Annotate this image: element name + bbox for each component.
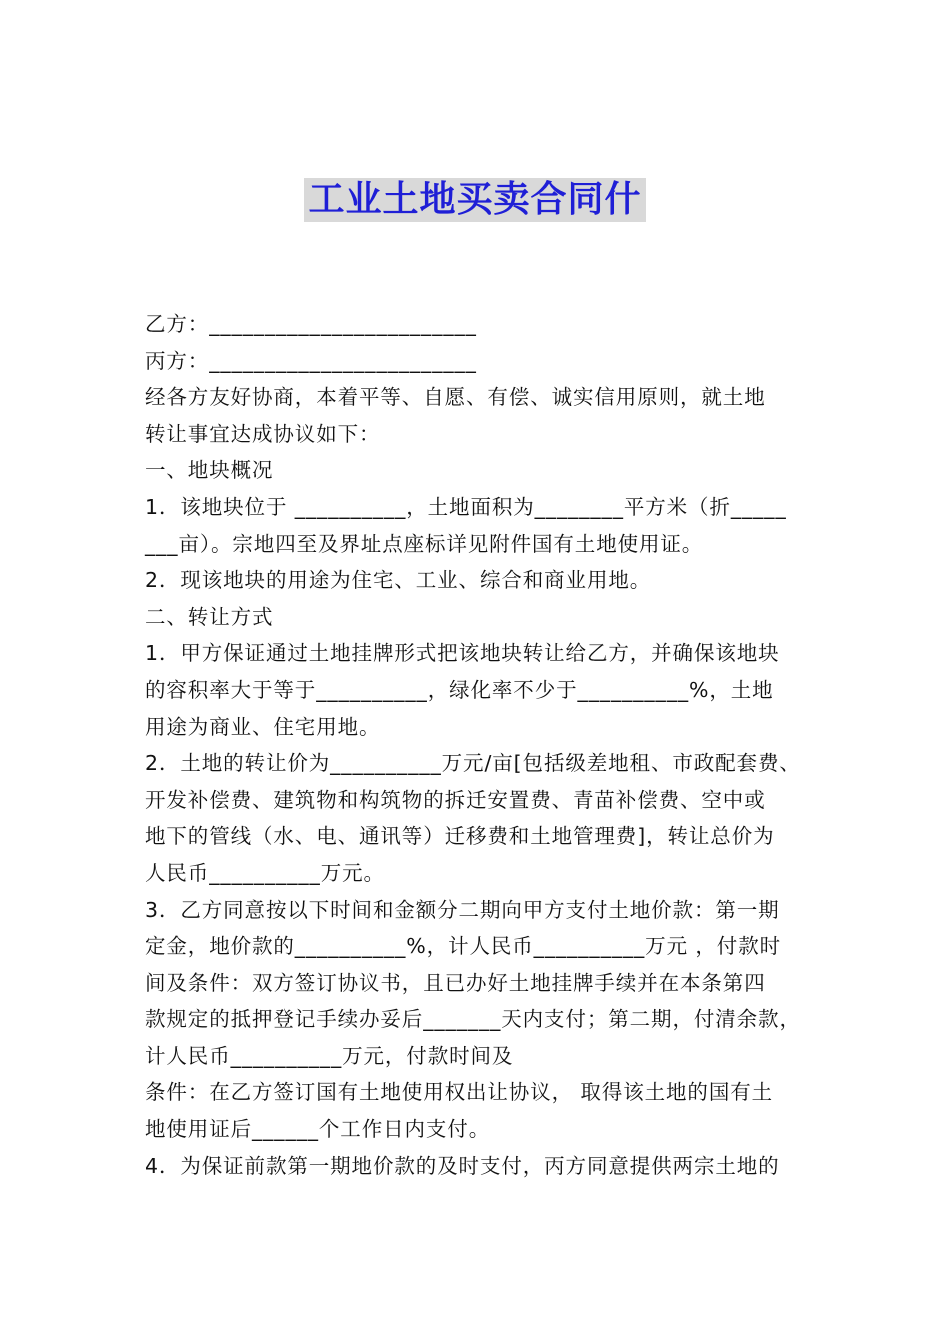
clause-line: 1．甲方保证通过土地挂牌形式把该地块转让给乙方，并确保该地块: [145, 641, 780, 666]
preamble-line: 经各方友好协商，本着平等、自愿、有偿、诚实信用原则，就土地: [145, 385, 766, 410]
clause-line: 用途为商业、住宅用地。: [145, 714, 381, 739]
clause-line: 条件：在乙方签订国有土地使用权出让协议， 取得该土地的国有土: [145, 1080, 774, 1105]
clause-line: ___亩）。宗地四至及界址点座标详见附件国有土地使用证。: [145, 531, 704, 556]
clause-line: 4．为保证前款第一期地价款的及时支付，丙方同意提供两宗土地的: [145, 1153, 780, 1178]
party-b-line: 乙方：________________________: [145, 312, 477, 336]
section-heading: 二、转让方式: [145, 604, 274, 629]
section-heading: 一、地块概况: [145, 458, 274, 483]
clause-line: 人民币__________万元。: [145, 860, 385, 885]
clause-line: 款规定的抵押登记手续办妥后_______天内支付；第二期，付清余款，: [145, 1007, 801, 1032]
clause-line: 间及条件：双方签订协议书，且已办好土地挂牌手续并在本条第四: [145, 970, 766, 995]
title-container: [0, 178, 950, 222]
clause-line: 地下的管线（水、电、通讯等）迁移费和土地管理费]，转让总价为: [145, 824, 775, 849]
clause-line: 2．现该地块的用途为住宅、工业、综合和商业用地。: [145, 568, 652, 593]
clause-line: 3．乙方同意按以下时间和金额分二期向甲方支付土地价款：第一期: [145, 897, 780, 922]
clause-line: 计人民币__________万元，付款时间及: [145, 1043, 514, 1068]
party-c-line: 丙方：________________________: [145, 348, 477, 373]
document-body: [145, 306, 815, 1184]
clause-line: 1．该地块位于 __________，土地面积为________平方米（折_____: [145, 494, 787, 519]
clause-line: 的容积率大于等于__________，绿化率不少于__________%，土地: [145, 677, 774, 702]
clause-line: 2．土地的转让价为__________万元/亩[包括级差地租、市政配套费、: [145, 751, 801, 776]
document-title: 工业土地买卖合同什: [304, 178, 645, 222]
clause-line: 定金，地价款的__________%，计人民币__________万元 ，付款时: [145, 934, 781, 959]
clause-line: 开发补偿费、建筑物和构筑物的拆迁安置费、青苗补偿费、空中或: [145, 787, 766, 812]
clause-line: 地使用证后______个工作日内支付。: [145, 1117, 491, 1142]
preamble-line: 转让事宜达成协议如下：: [145, 421, 381, 446]
